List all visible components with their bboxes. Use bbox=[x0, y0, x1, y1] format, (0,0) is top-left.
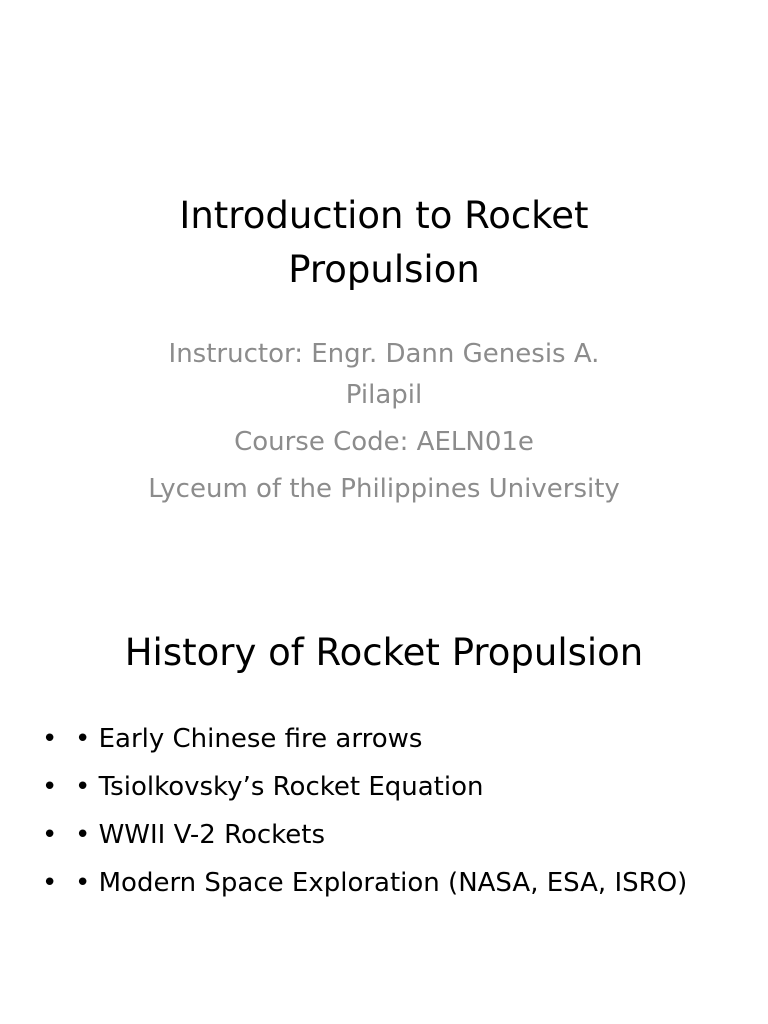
list-item bbox=[42, 859, 742, 907]
list-item-text: • Tsiolkovsky’s Rocket Equation bbox=[75, 772, 484, 802]
bullet-marker: • bbox=[42, 724, 58, 754]
section-title: History of Rocket Propulsion bbox=[124, 631, 644, 674]
list-item-text: • Early Chinese fire arrows bbox=[75, 724, 423, 754]
presentation-title bbox=[60, 189, 708, 297]
list-item bbox=[42, 763, 742, 811]
subtitle-block bbox=[110, 334, 658, 510]
bullet-marker: • bbox=[42, 820, 58, 850]
instructor-line-1: Instructor: Engr. Dann Genesis A. bbox=[168, 339, 600, 369]
title-line-1: Introduction to Rocket bbox=[179, 194, 589, 237]
course-code: Course Code: AELN01e bbox=[234, 427, 534, 457]
bullet-marker: • bbox=[42, 772, 58, 802]
title-line-2: Propulsion bbox=[288, 248, 480, 291]
list-item bbox=[42, 715, 742, 763]
instructor-line-2: Pilapil bbox=[345, 380, 423, 410]
bullet-marker: • bbox=[42, 868, 58, 898]
list-item-text: • WWII V-2 Rockets bbox=[75, 820, 326, 850]
list-item-text: • Modern Space Exploration (NASA, ESA, ISRO) bbox=[75, 868, 688, 898]
slide-history bbox=[0, 576, 768, 1024]
list-item bbox=[42, 811, 742, 859]
university-name: Lyceum of the Philippines University bbox=[148, 474, 620, 504]
bullet-list bbox=[42, 715, 742, 907]
